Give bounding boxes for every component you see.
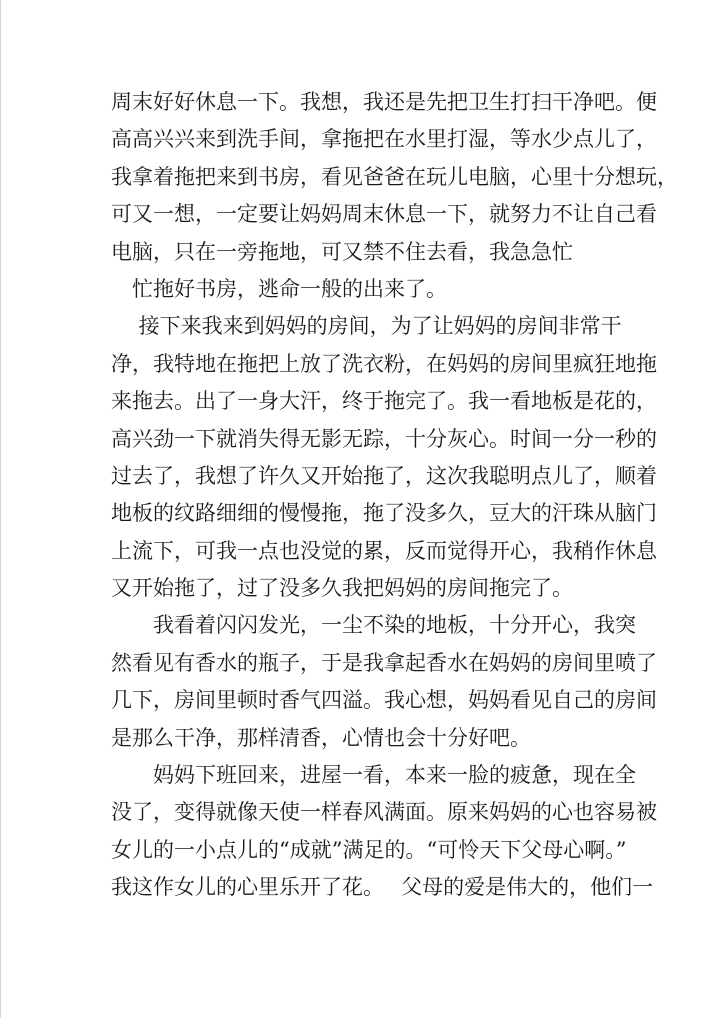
text-line: 可又一想，一定要让妈妈周末休息一下，就努力不让自己看 — [111, 202, 657, 227]
text-line: 我拿着拖把来到书房，看见爸爸在玩儿电脑，心里十分想玩， — [111, 164, 678, 189]
text-line: 过去了，我想了许久又开始拖了，这次我聪明点儿了，顺着 — [111, 463, 657, 488]
text-line: 地板的纹路细细的慢慢拖，拖了没多久，豆大的汗珠从脑门 — [111, 501, 657, 526]
text-line: 上流下，可我一点也没觉的累，反而觉得开心，我稍作休息 — [111, 538, 657, 563]
text-line: 妈妈下班回来，进屋一看，本来一脸的疲惫，现在全 — [111, 763, 636, 788]
text-line: 是那么干净，那样清香，心情也会十分好吧。 — [111, 725, 531, 750]
text-line: 没了，变得就像天使一样春风满面。原来妈妈的心也容易被 — [111, 800, 657, 825]
text-line: 我这作女儿的心里乐开了花。 父母的爱是伟大的，他们一 — [111, 875, 654, 900]
text-line: 然看见有香水的瓶子，于是我拿起香水在妈妈的房间里喷了 — [111, 650, 657, 675]
text-line: 我看着闪闪发光，一尘不染的地板，十分开心，我突 — [111, 613, 636, 638]
text-line: 几下，房间里顿时香气四溢。我心想，妈妈看见自己的房间 — [111, 688, 657, 713]
document-body — [111, 84, 678, 907]
text-line: 周末好好休息一下。我想，我还是先把卫生打扫干净吧。便 — [111, 90, 657, 114]
text-line: 忙拖好书房，逃命一般的出来了。 — [111, 276, 447, 301]
text-line: 高兴劲一下就消失得无影无踪，十分灰心。时间一分一秒的 — [111, 426, 657, 451]
text-line: 高高兴兴来到洗手间，拿拖把在水里打湿，等水少点儿了， — [111, 127, 657, 152]
text-line: 来拖去。出了一身大汗，终于拖完了。我一看地板是花的， — [111, 389, 657, 414]
text-line: 接下来我来到妈妈的房间，为了让妈妈的房间非常干 — [111, 314, 622, 339]
text-line: 净，我特地在拖把上放了洗衣粉，在妈妈的房间里疯狂地拖 — [111, 351, 657, 376]
text-line: 又开始拖了，过了没多久我把妈妈的房间拖完了。 — [111, 576, 573, 601]
text-line: 电脑，只在一旁拖地，可又禁不住去看，我急急忙 — [111, 239, 573, 264]
text-line: 女儿的一小点儿的“成就”满足的。“可怜天下父母心啊。” — [111, 837, 627, 862]
